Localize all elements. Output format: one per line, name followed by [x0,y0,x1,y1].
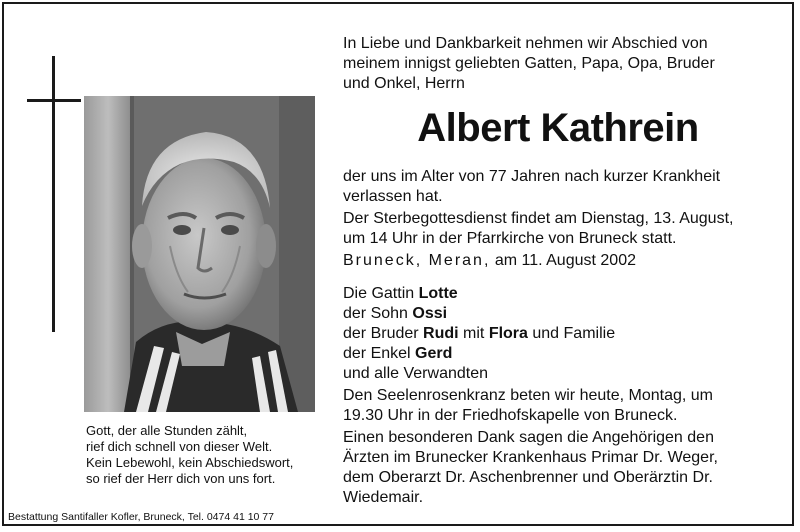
family-name: Rudi [423,325,459,342]
family-name: Lotte [418,285,458,302]
service-line: um 14 Uhr in der Pfarrkirche von Bruneck statt. [343,230,677,247]
family-name: Gerd [415,345,453,362]
poem-line: so rief der Herr dich von uns fort. [86,471,276,486]
age-paragraph [343,167,773,207]
thanks-line: Einen besonderen Dank sagen die Angehörigen den [343,429,714,446]
family-member: der Enkel Gerd [343,345,453,362]
place-date: am 11. August 2002 [494,252,636,269]
service-line: Der Sterbegottesdienst findet am Dienstag, 13. August, [343,210,734,227]
poem-line: Kein Lebewohl, kein Abschiedswort, [86,455,294,470]
thanks-line: dem Oberarzt Dr. Aschenbrenner und Oberärztin Dr. [343,469,713,486]
portrait-photo [84,96,315,412]
thanks-line: Ärzten im Brunecker Krankenhaus Primar Dr. Weger, [343,449,718,466]
age-line: der uns im Alter von 77 Jahren nach kurzer Krankheit [343,168,721,185]
poem-line: rief dich schnell von dieser Welt. [86,439,273,454]
family-name: Ossi [412,305,448,322]
family-member: und alle Verwandten [343,365,488,382]
thanks-line: Wiedemair. [343,489,424,506]
age-line: verlassen hat. [343,188,443,205]
intro-line: In Liebe und Dankbarkeit nehmen wir Abschied von [343,35,708,52]
family-name: Flora [488,325,528,342]
place-date-line [343,251,773,271]
family-member: der Sohn Ossi [343,305,448,322]
service-paragraph [343,209,773,249]
family-list [343,284,773,384]
poem-line: Gott, der alle Stunden zählt, [86,423,248,438]
cross-horizontal-bar [27,99,81,102]
family-member: der Bruder Rudi mit Flora und Familie [343,325,616,342]
place-towns: Bruneck, Meran, [343,252,491,269]
poem [86,423,326,487]
intro-line: und Onkel, Herrn [343,75,465,92]
deceased-name: Albert Kathrein [417,106,699,150]
thanks-paragraph [343,428,773,508]
rosary-paragraph [343,386,773,426]
intro-line: meinem innigst geliebten Gatten, Papa, Opa, Bruder [343,55,715,72]
rosary-line: Den Seelenrosenkranz beten wir heute, Montag, um [343,387,713,404]
family-member: Die Gattin Lotte [343,285,458,302]
intro-paragraph [343,34,773,94]
cross-vertical-bar [52,56,55,332]
funeral-home-footer: Bestattung Santifaller Kofler, Bruneck, Tel. 0474 41 10 77 [8,511,274,523]
rosary-line: 19.30 Uhr in der Friedhofskapelle von Bruneck. [343,407,678,424]
